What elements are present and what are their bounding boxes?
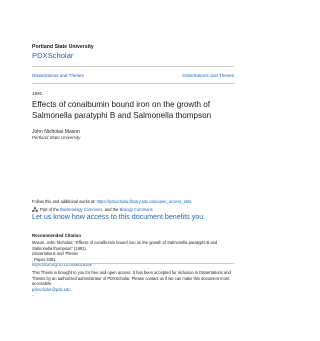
part-of-line: [40, 207, 153, 212]
contact-email-link[interactable]: pdxscholar@pdx.edu: [32, 286, 71, 292]
network-commons-icon: [32, 207, 38, 212]
feedback-link[interactable]: Let us know how access to this document benefits you.: [32, 213, 206, 221]
divider: [32, 83, 234, 84]
doi-link[interactable]: https://doi.org/10.15760/etd.6265: [32, 262, 93, 267]
divider: [32, 66, 234, 67]
access-statement: [32, 270, 238, 298]
divider: [32, 263, 234, 264]
citation-line2-prefix: Salmonella thompson" (1991).: [32, 245, 87, 251]
breadcrumb-collection-link[interactable]: Dissertations and Theses: [32, 73, 84, 78]
follow-line: [32, 199, 191, 204]
title-line: Salmonella paratyphi B and Salmonella thompson: [32, 111, 212, 120]
part-prefix: Part of the: [40, 207, 61, 212]
citation-line: [32, 246, 238, 263]
citation-line: Mason, John Nicholas, "Effects of conalbumin bound iron on the growth of Salmonella paratyphi B and: [32, 240, 218, 245]
biology-commons-link[interactable]: Biology Commons: [119, 207, 153, 212]
citation-line2-suffix: . Paper 4381.: [32, 256, 57, 262]
title-line: Effects of conalbumin bound iron on the growth of: [32, 100, 211, 109]
document-title: [32, 99, 236, 121]
footer-line3-suffix: .: [32, 292, 34, 298]
breadcrumb-series-link[interactable]: Dissertations and Theses: [182, 73, 234, 78]
collection-url-link[interactable]: https://pdxscholar.library.pdx.edu/open_access_etds: [96, 199, 192, 204]
citation-heading: Recommended Citation: [32, 233, 82, 238]
author-name: John Nicholas Mason: [32, 129, 80, 135]
footer-line3-prefix: accessible:: [32, 281, 53, 287]
repository-link[interactable]: PDXScholar: [32, 51, 74, 60]
citation-series: Dissertations and Theses: [32, 251, 79, 256]
follow-prefix: Follow this and additional works at:: [32, 199, 97, 204]
bacteriology-commons-link[interactable]: Bacteriology Commons: [60, 207, 103, 212]
footer-line: This Thesis is brought to you for free and open access. It has been accepted for inclusion in Dissertations and: [32, 270, 231, 275]
publication-year: 1991: [32, 91, 43, 96]
footer-line: Theses by an authorized administrator of PDXScholar. Please contact us if we can make this document more: [32, 275, 230, 281]
author-affiliation: Portland State University: [32, 135, 81, 140]
part-mid: , and the: [102, 207, 120, 212]
footer-line: [32, 281, 238, 298]
university-name: Portland State University: [32, 44, 94, 50]
